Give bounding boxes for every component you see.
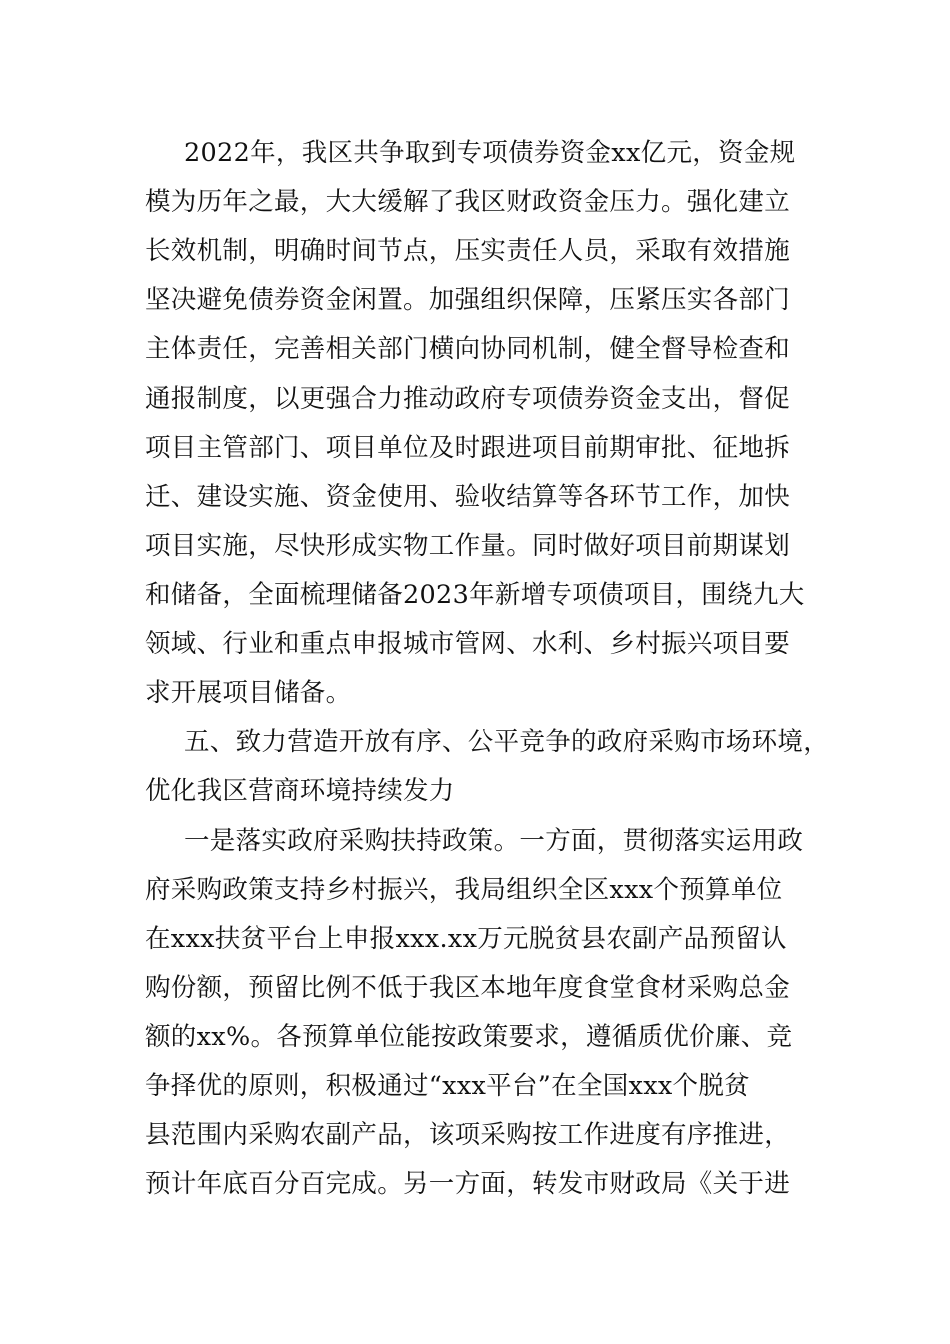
paragraph-1-line-5: 主体责任，完善相关部门横向协同机制，健全督导检查和 — [145, 334, 791, 364]
paragraph-2-line-2: 府采购政策支持乡村振兴，我局组织全区xxx个预算单位 — [145, 875, 783, 905]
paragraph-2-line-6: 争择优的原则，积极通过“xxx平台”在全国xxx个脱贫 — [145, 1071, 750, 1101]
paragraph-1-line-10: 和储备，全面梳理储备2023年新增专项债项目，围绕九大 — [145, 580, 805, 610]
section-heading-line-2: 优化我区营商环境持续发力 — [145, 776, 455, 806]
paragraph-2-line-4: 购份额，预留比例不低于我区本地年度食堂食材采购总金 — [145, 973, 791, 1003]
paragraph-2-line-1: 一是落实政府采购扶持政策。一方面，贯彻落实运用政 — [184, 826, 804, 856]
paragraph-2-line-3: 在xxx扶贫平台上申报xxx.xx万元脱贫县农副产品预留认 — [145, 924, 787, 954]
paragraph-1-line-1: 2022年，我区共争取到专项债券资金xx亿元，资金规 — [184, 138, 796, 168]
paragraph-2-line-5: 额的xx%。各预算单位能按政策要求，遵循质优价廉、竞 — [145, 1022, 793, 1052]
paragraph-2-line-8: 预计年底百分百完成。另一方面，转发市财政局《关于进 — [145, 1169, 791, 1199]
paragraph-1-line-3: 长效机制，明确时间节点，压实责任人员，采取有效措施 — [145, 236, 791, 266]
paragraph-1-line-7: 项目主管部门、项目单位及时跟进项目前期审批、征地拆 — [145, 433, 791, 463]
paragraph-1-line-9: 项目实施，尽快形成实物工作量。同时做好项目前期谋划 — [145, 531, 791, 561]
paragraph-1-line-8: 迁、建设实施、资金使用、验收结算等各环节工作，加快 — [145, 482, 791, 512]
paragraph-1-line-4: 坚决避免债券资金闲置。加强组织保障，压紧压实各部门 — [145, 285, 791, 315]
paragraph-1-line-2: 模为历年之最，大大缓解了我区财政资金压力。强化建立 — [145, 187, 791, 217]
paragraph-2-line-7: 县范围内采购农副产品，该项采购按工作进度有序推进， — [145, 1120, 791, 1150]
paragraph-1-line-12: 求开展项目储备。 — [145, 678, 352, 708]
paragraph-1-line-6: 通报制度，以更强合力推动政府专项债券资金支出，督促 — [145, 384, 791, 414]
section-heading-line-1: 五、致力营造开放有序、公平竞争的政府采购市场环境， — [184, 727, 830, 757]
paragraph-1-line-11: 领域、行业和重点申报城市管网、水利、乡村振兴项目要 — [145, 629, 791, 659]
